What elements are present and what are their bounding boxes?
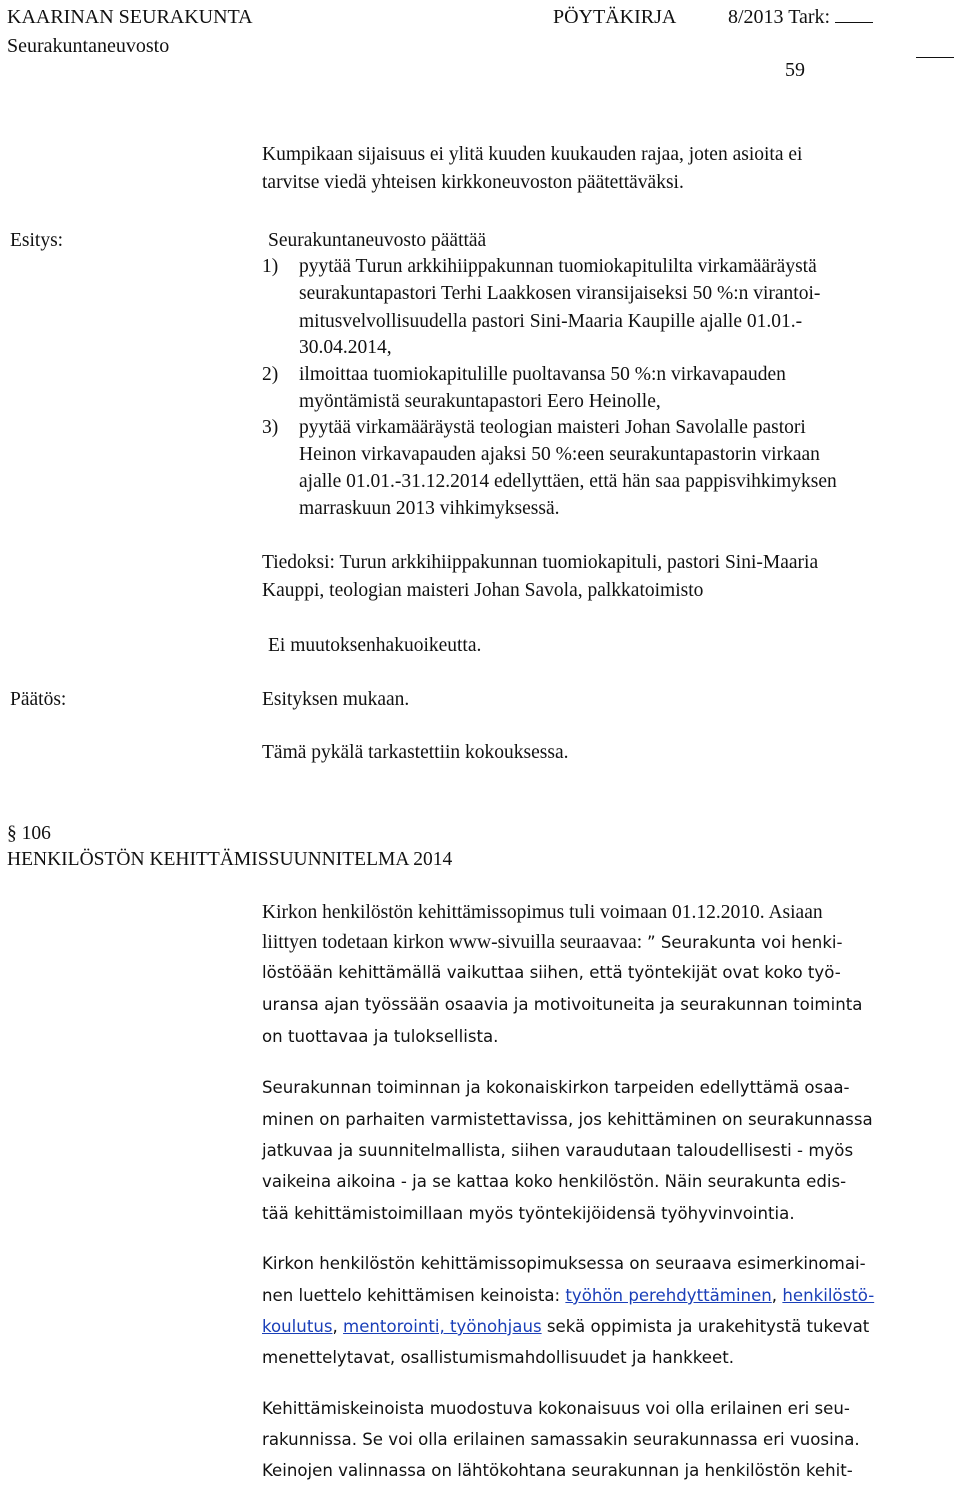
para1-line: uransa ajan työssään osaavia ja motivoituneita ja seurakunnan toiminta — [262, 995, 863, 1014]
paatos-text: Esityksen mukaan. — [262, 689, 410, 710]
tiedoksi-line: Kauppi, teologian maisteri Johan Savola, palkkatoimisto — [262, 580, 704, 601]
item-line: ilmoittaa tuomiokapitulille puoltavansa 50 %:n virkavapauden — [299, 364, 786, 385]
para4-line: Kehittämiskeinoista muodostuva kokonaisuus voi olla erilainen eri seu- — [262, 1399, 850, 1418]
section-number: § 106 — [7, 823, 51, 844]
page-number: 59 — [785, 59, 805, 81]
section-title: HENKILÖSTÖN KEHITTÄMISSUUNNITELMA 2014 — [7, 849, 453, 870]
esitys-lead: Seurakuntaneuvosto päättää — [268, 230, 487, 251]
item-number: 2) — [262, 364, 279, 385]
tiedoksi-line: Tiedoksi: Turun arkkihiippakunnan tuomiokapituli, pastori Sini-Maaria — [262, 552, 819, 573]
para1-line: on tuottavaa ja tuloksellista. — [262, 1027, 499, 1046]
checked-note: Tämä pykälä tarkastettiin kokouksessa. — [262, 742, 569, 763]
minutes-number — [728, 7, 873, 27]
link-perehdyttaminen[interactable]: työhön perehdyttäminen — [565, 1286, 772, 1305]
para3-text: sekä oppimista ja urakehitystä tukevat — [541, 1317, 870, 1336]
item-number: 3) — [262, 417, 279, 438]
link-henkilostokoulutus-cont[interactable]: koulutus — [262, 1317, 333, 1336]
para4-line: Keinojen valinnassa on lähtökohtana seurakunnan ja henkilöstön kehit- — [262, 1461, 853, 1480]
check-blank-2 — [916, 42, 954, 62]
item-line: pyytää Turun arkkihiippakunnan tuomiokapitulilta virkamääräystä — [299, 256, 817, 277]
para3-sep: , — [332, 1317, 344, 1336]
link-mentorointi[interactable]: mentorointi, työnohjaus — [343, 1317, 542, 1336]
para3-sep: , — [771, 1286, 783, 1305]
para1-line: löstöään kehittämällä vaikuttaa siihen, että työntekijät ovat koko työ- — [262, 963, 841, 982]
item-line: pyytää virkamääräystä teologian maisteri Johan Savolalle pastori — [299, 417, 806, 438]
para1-text-tail: Asiaan — [768, 902, 823, 923]
para1-line — [262, 903, 823, 923]
para3-text: nen luettelo kehittämisen keinoista: — [262, 1286, 566, 1305]
org-name: KAARINAN SEURAKUNTA — [7, 6, 253, 28]
minutes-number-text: 8/2013 Tark: — [728, 6, 831, 28]
para3-line: Kirkon henkilöstön kehittämissopimuksessa on seuraava esimerkinomai- — [262, 1254, 866, 1273]
item-line: seurakuntapastori Terhi Laakkosen viransijaiseksi 50 %:n virantoi- — [299, 283, 821, 304]
intro-line: tarvitse viedä yhteisen kirkkoneuvoston päätettäväksi. — [262, 172, 684, 193]
para3-line — [262, 1319, 869, 1336]
para2-line: tää kehittämistoimillaan myös työntekijöidensä työhyvinvointia. — [262, 1204, 795, 1223]
appeal-note: Ei muutoksenhakuoikeutta. — [268, 635, 482, 656]
para4-line: rakunnissa. Se voi olla erilainen samassakin seurakunnassa eri vuosina. — [262, 1430, 860, 1449]
item-line: myöntämistä seurakuntapastori Eero Heinolle, — [299, 391, 661, 412]
item-line: marraskuun 2013 vihkimyksessä. — [299, 498, 560, 519]
para3-line: menettelytavat, osallistumismahdollisuudet ja hankkeet. — [262, 1348, 735, 1367]
item-number: 1) — [262, 256, 279, 277]
doc-type: PÖYTÄKIRJA — [553, 6, 677, 28]
item-line: ajalle 01.01.-31.12.2014 edellyttäen, että hän saa pappisvihkimyksen — [299, 471, 837, 492]
para2-line: vaikeina aikoina - ja se kattaa koko henkilöstön. Näin seurakunta edis- — [262, 1172, 847, 1191]
item-line: 30.04.2014, — [299, 337, 392, 358]
para1-line — [262, 933, 843, 953]
para1-text: liittyen todetaan kirkon www-sivuilla seuraavaa: — [262, 932, 643, 953]
check-blank-1 — [835, 20, 873, 23]
esitys-label: Esitys: — [10, 230, 64, 251]
para1-quote: ” Seurakunta voi henki- — [647, 933, 843, 952]
para1-text: Kirkon henkilöstön kehittämissopimus tuli voimaan 01.12.2010. — [262, 902, 765, 923]
link-henkilostokoulutus[interactable]: henkilöstö- — [782, 1286, 875, 1305]
para2-line: jatkuvaa ja suunnitelmallista, siihen varaudutaan taloudellisesti - myös — [262, 1141, 854, 1160]
item-line: Heinon virkavapauden ajaksi 50 %:een seurakuntapastorin virkaan — [299, 444, 820, 465]
para2-line: Seurakunnan toiminnan ja kokonaiskirkon tarpeiden edellyttämä osaa- — [262, 1078, 850, 1097]
item-line: mitusvelvollisuudella pastori Sini-Maaria Kaupille ajalle 01.01.- — [299, 311, 803, 332]
para3-line — [262, 1288, 874, 1305]
body-name: Seurakuntaneuvosto — [7, 35, 170, 57]
paatos-label: Päätös: — [10, 689, 67, 710]
para2-line: minen on parhaiten varmistettavissa, jos kehittäminen on seurakunnassa — [262, 1110, 873, 1129]
intro-line: Kumpikaan sijaisuus ei ylitä kuuden kuukauden rajaa, joten asioita ei — [262, 144, 803, 165]
